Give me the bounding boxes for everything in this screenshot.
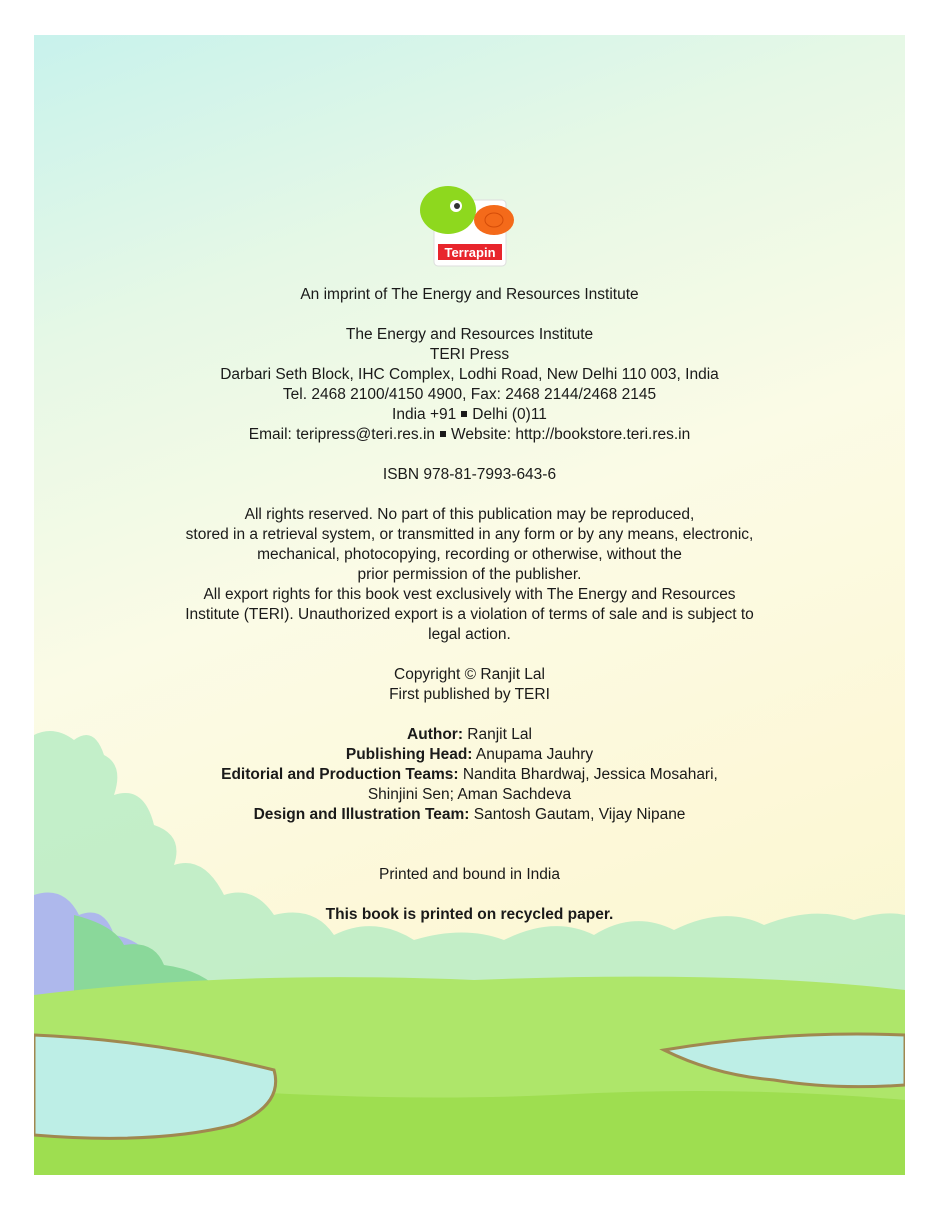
logo-text: Terrapin [444,245,496,260]
rights-line: mechanical, photocopying, recording or otherwise, without the [257,546,682,563]
bullet-square-icon [440,431,446,437]
credit-label: Publishing Head: [345,746,473,763]
credit-author [34,725,905,745]
credit-value: Nandita Bhardwaj, Jessica Mosahari, [458,766,718,783]
publisher-name: The Energy and Resources Institute [345,326,594,343]
credit-head [34,745,905,765]
publisher-press: TERI Press [429,346,510,363]
copyright-line: Copyright © Ranjit Lal [394,666,545,683]
publisher-contact [34,425,905,445]
credit-label: Design and Illustration Team: [253,806,470,823]
website: Website: http://bookstore.teri.res.in [451,426,691,443]
copyright-text [34,285,905,925]
recycled-line [34,905,905,925]
publisher-address: Darbari Seth Block, IHC Complex, Lodhi Road, New Delhi 110 003, India [220,366,719,383]
publisher-codes [34,405,905,425]
recycled-text: This book is printed on recycled paper. [325,906,614,923]
credit-label: Editorial and Production Teams: [221,766,459,783]
credit-editorial-2: Shinjini Sen; Aman Sachdeva [367,786,572,803]
credit-label: Author: [407,726,463,743]
credit-value: Anupama Jauhry [472,746,594,763]
first-published: First published by TERI [389,686,550,703]
turtle-logo-icon [418,180,520,268]
credit-design [34,805,905,825]
rights-line: prior permission of the publisher. [357,566,582,583]
rights-line: Institute (TERI). Unauthorized export is a violation of terms of sale and is subject to [185,606,754,623]
terrapin-logo [418,180,520,268]
publisher-tel: Tel. 2468 2100/4150 4900, Fax: 2468 2144/2468 2145 [282,386,657,403]
credit-editorial [34,765,905,785]
imprint-line: An imprint of The Energy and Resources Institute [300,286,639,303]
credit-value: Ranjit Lal [463,726,532,743]
email: Email: teripress@teri.res.in [248,426,436,443]
country-code: India +91 [392,406,457,423]
rights-line: stored in a retrieval system, or transmitted in any form or by any means, electronic, [185,526,754,543]
city-code: Delhi (0)11 [472,406,547,423]
printed-line: Printed and bound in India [379,866,560,883]
bullet-square-icon [461,411,467,417]
illustrated-page [34,35,905,1175]
rights-line: legal action. [428,626,511,643]
rights-line: All export rights for this book vest exclusively with The Energy and Resources [203,586,736,603]
rights-line: All rights reserved. No part of this publication may be reproduced, [244,506,695,523]
credit-value: Santosh Gautam, Vijay Nipane [469,806,686,823]
isbn: ISBN 978-81-7993-643-6 [382,466,557,483]
